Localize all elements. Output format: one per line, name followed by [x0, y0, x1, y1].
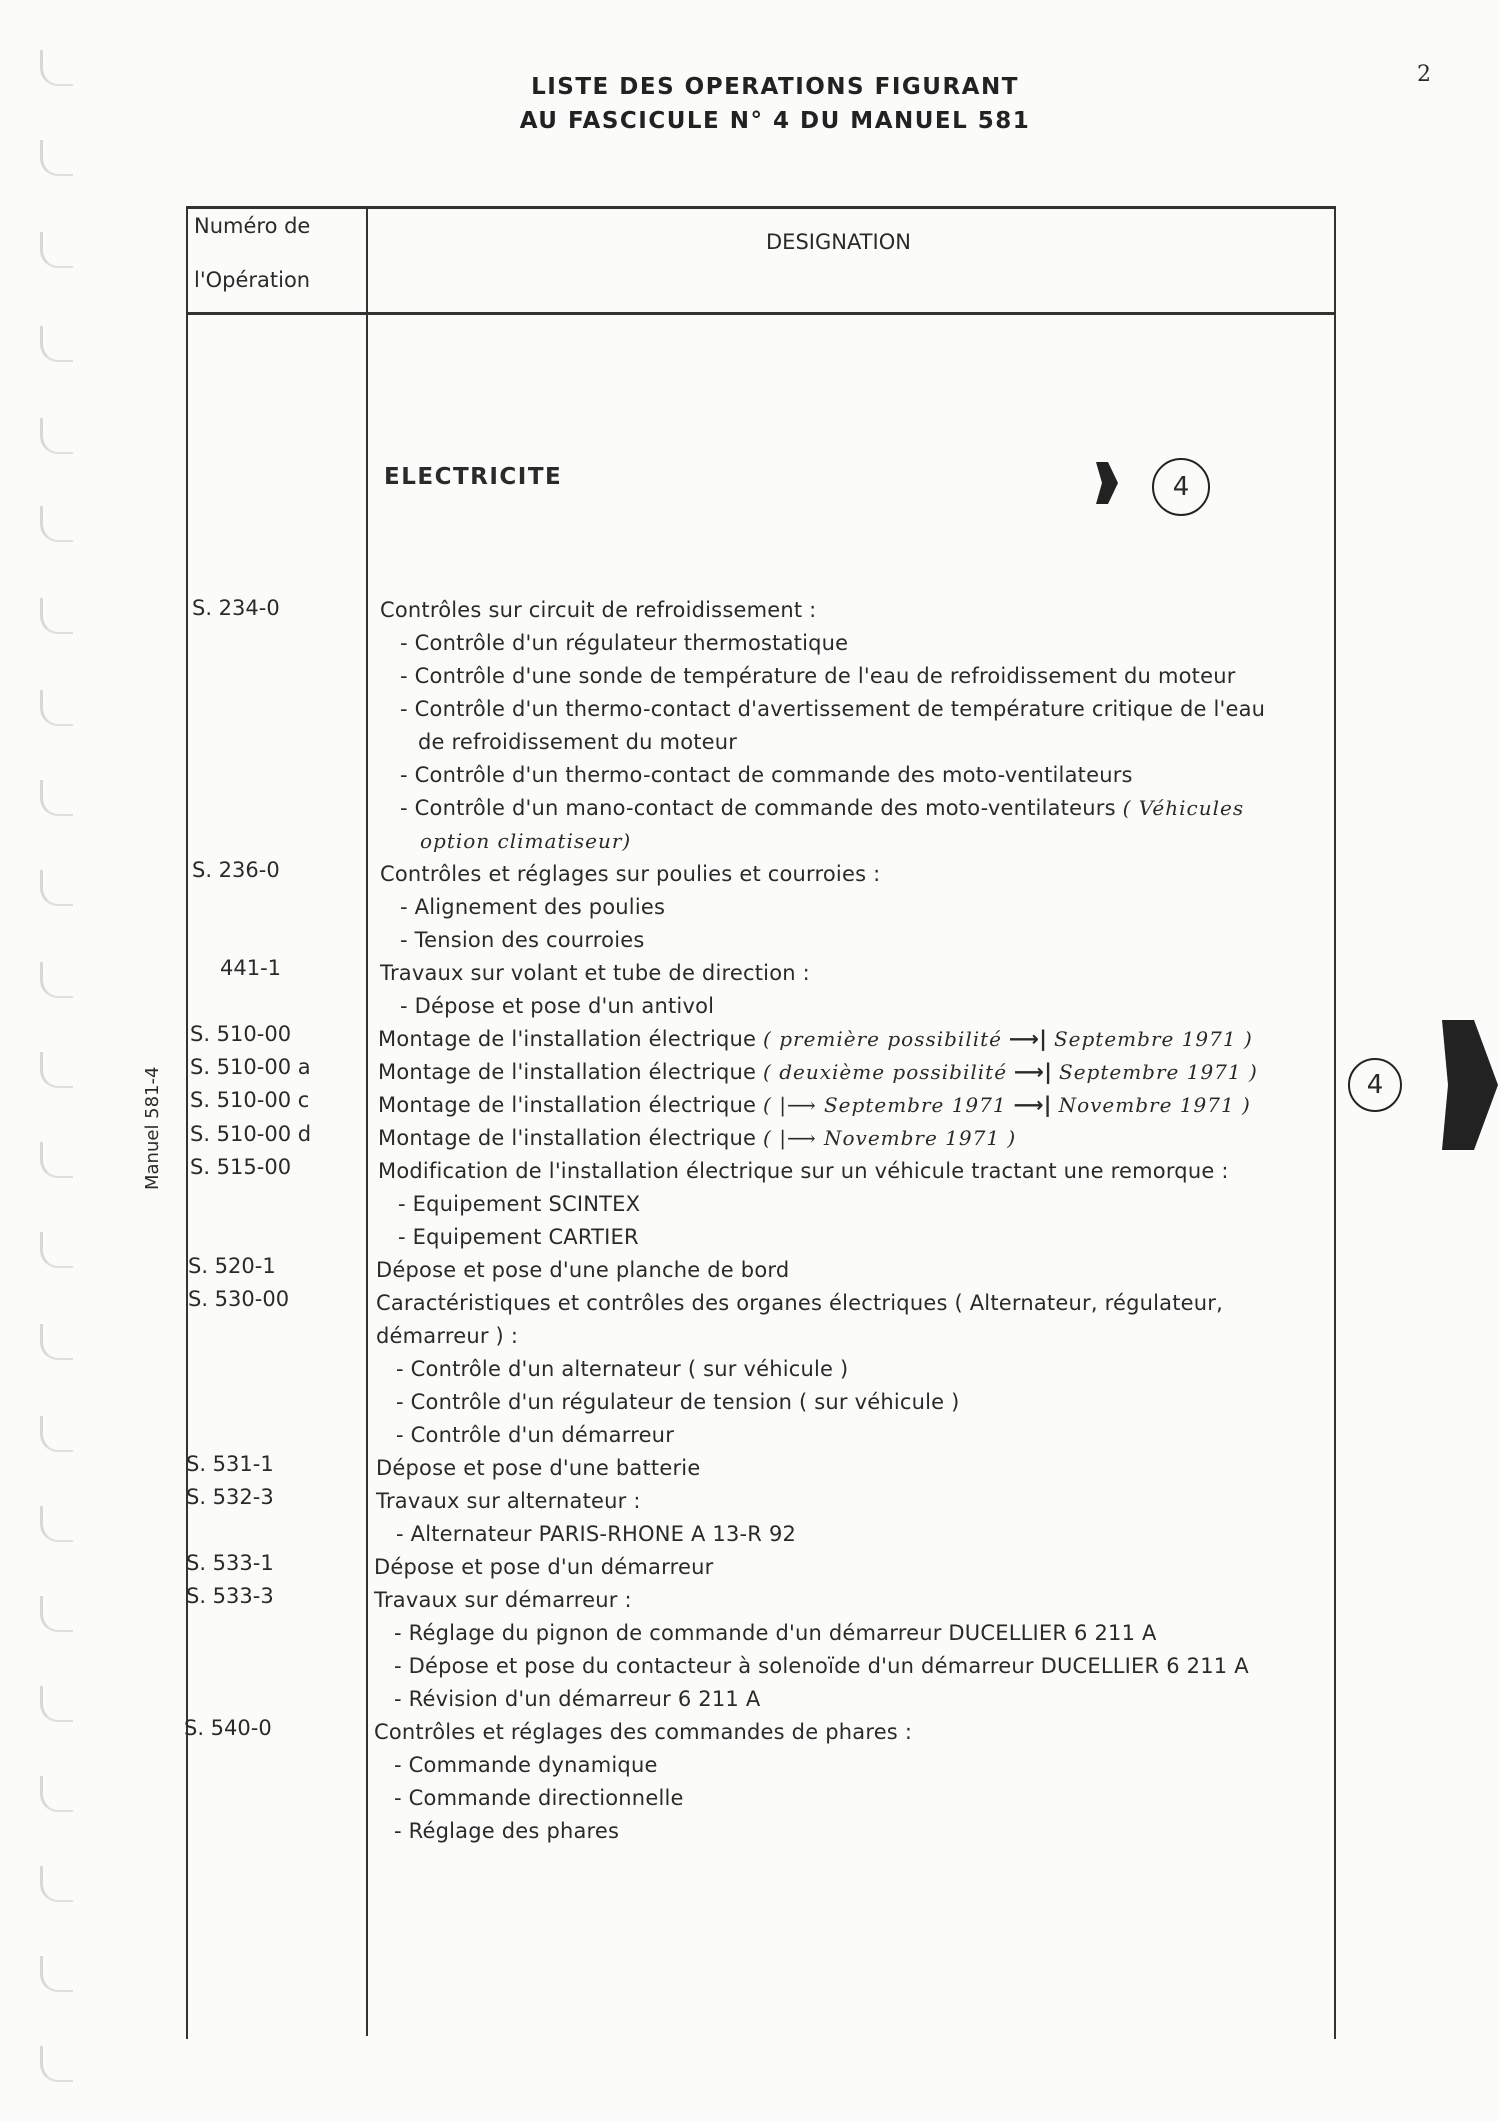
designation-line — [378, 1093, 1251, 1117]
binder-hole — [40, 1324, 73, 1360]
designation-note: Novembre 1971 ) — [1058, 1093, 1251, 1117]
arrow-glyph: ⟶| — [1008, 1027, 1048, 1051]
designation-note: ( |⟶ Septembre 1971 — [763, 1093, 1007, 1117]
designation-line — [400, 796, 1244, 820]
designation-note: ( Véhicules — [1122, 796, 1245, 820]
designation-line: - Commande dynamique — [394, 1753, 658, 1777]
operation-code: S. 533-3 — [186, 1584, 274, 1608]
operation-code: S. 533-1 — [186, 1551, 274, 1575]
binder-hole — [40, 140, 73, 176]
operation-code: S. 510-00 — [190, 1022, 292, 1046]
operation-code: S. 530-00 — [188, 1287, 290, 1311]
designation-line: - Révision d'un démarreur 6 211 A — [394, 1687, 761, 1711]
binder-hole — [40, 1142, 73, 1178]
designation-line — [378, 1027, 1253, 1051]
designation-line: Contrôles et réglages sur poulies et courroies : — [380, 862, 881, 886]
operation-code: S. 234-0 — [192, 596, 280, 620]
designation-line: - Contrôle d'un démarreur — [396, 1423, 675, 1447]
designation-line: - Alignement des poulies — [400, 895, 666, 919]
designation-line: de refroidissement du moteur — [418, 730, 738, 754]
binder-hole — [40, 50, 73, 86]
operation-code: S. 510-00 d — [190, 1122, 312, 1146]
operation-code: 441-1 — [220, 956, 282, 980]
designation-text: Montage de l'installation électrique — [378, 1060, 757, 1084]
designation-line: Caractéristiques et contrôles des organes électriques ( Alternateur, régulateur, — [376, 1291, 1223, 1315]
designation-line: - Dépose et pose du contacteur à solenoïde d'un démarreur DUCELLIER 6 211 A — [394, 1654, 1249, 1678]
designation-note: Septembre 1971 ) — [1053, 1027, 1253, 1051]
designation-line: Contrôles sur circuit de refroidissement : — [380, 598, 817, 622]
header-operation-label: l'Opération — [194, 268, 311, 292]
operation-code: S. 236-0 — [192, 858, 280, 882]
header-divider — [186, 312, 1334, 315]
binder-hole — [40, 690, 73, 726]
designation-line: Travaux sur alternateur : — [376, 1489, 641, 1513]
designation-text: - Contrôle d'un mano-contact de commande des moto-ventilateurs — [400, 796, 1116, 820]
designation-note: option climatiseur) — [420, 829, 632, 853]
side-label: Manuel 581-4 — [142, 1066, 163, 1190]
operation-code: S. 510-00 c — [190, 1088, 310, 1112]
designation-line: Dépose et pose d'un démarreur — [374, 1555, 714, 1579]
designation-line: - Equipement CARTIER — [398, 1225, 639, 1249]
binder-hole — [40, 326, 73, 362]
binder-hole — [40, 1416, 73, 1452]
binder-hole — [40, 1232, 73, 1268]
designation-line: - Contrôle d'un thermo-contact d'avertissement de température critique de l'eau — [400, 697, 1266, 721]
designation-note: Septembre 1971 ) — [1059, 1060, 1258, 1084]
operation-code: S. 531-1 — [186, 1452, 274, 1476]
binder-hole — [40, 1866, 73, 1902]
section-badge: 4 — [1152, 458, 1210, 516]
designation-line: - Contrôle d'un régulateur de tension ( sur véhicule ) — [396, 1390, 960, 1414]
designation-text: Montage de l'installation électrique — [378, 1027, 757, 1051]
binder-hole — [40, 232, 73, 268]
designation-line: - Contrôle d'un alternateur ( sur véhicule ) — [396, 1357, 849, 1381]
binder-hole — [40, 870, 73, 906]
operation-code: S. 532-3 — [186, 1485, 274, 1509]
binder-hole — [40, 598, 73, 634]
designation-line: - Dépose et pose d'un antivol — [400, 994, 715, 1018]
binder-hole — [40, 418, 73, 454]
binder-hole — [40, 1596, 73, 1632]
binder-hole — [40, 962, 73, 998]
designation-line: - Tension des courroies — [400, 928, 645, 952]
document-title-line2: AU FASCICULE N° 4 DU MANUEL 581 — [519, 108, 1031, 134]
designation-line: Dépose et pose d'une planche de bord — [376, 1258, 790, 1282]
designation-line: - Contrôle d'une sonde de température de l'eau de refroidissement du moteur — [400, 664, 1236, 688]
binder-hole — [40, 1956, 73, 1992]
operation-code: S. 510-00 a — [190, 1055, 311, 1079]
designation-note: ( deuxième possibilité — [763, 1060, 1008, 1084]
designation-text: Montage de l'installation électrique — [378, 1093, 757, 1117]
designation-line: - Contrôle d'un régulateur thermostatique — [400, 631, 849, 655]
designation-line: - Réglage du pignon de commande d'un démarreur DUCELLIER 6 211 A — [394, 1621, 1157, 1645]
designation-line: - Réglage des phares — [394, 1819, 620, 1843]
designation-text: Montage de l'installation électrique — [378, 1126, 757, 1150]
designation-note: ( première possibilité — [763, 1027, 1002, 1051]
section-title: ELECTRICITE — [384, 464, 563, 490]
designation-line: - Alternateur PARIS-RHONE A 13-R 92 — [396, 1522, 797, 1546]
tab-arrow-icon — [1434, 1018, 1500, 1152]
arrow-glyph: ⟶| — [1013, 1093, 1052, 1117]
binder-hole — [40, 1686, 73, 1722]
designation-line: démarreur ) : — [376, 1324, 519, 1348]
operation-code: S. 520-1 — [188, 1254, 276, 1278]
designation-line — [378, 1126, 1016, 1150]
header-designation: DESIGNATION — [766, 230, 911, 254]
designation-line: - Equipement SCINTEX — [398, 1192, 641, 1216]
binder-hole — [40, 506, 73, 542]
margin-badge: 4 — [1348, 1058, 1402, 1112]
designation-note: ( |⟶ Novembre 1971 ) — [763, 1126, 1017, 1150]
designation-line: Travaux sur volant et tube de direction : — [380, 961, 810, 985]
arrow-glyph: ⟶| — [1013, 1060, 1053, 1084]
designation-line — [378, 1060, 1258, 1084]
designation-line: Travaux sur démarreur : — [374, 1588, 632, 1612]
column-divider — [366, 206, 368, 2036]
designation-line: Modification de l'installation électrique sur un véhicule tractant une remorque : — [378, 1159, 1229, 1183]
designation-line: Contrôles et réglages des commandes de phares : — [374, 1720, 913, 1744]
binder-hole — [40, 1506, 73, 1542]
designation-line: - Contrôle d'un thermo-contact de commande des moto-ventilateurs — [400, 763, 1133, 787]
binder-hole — [40, 780, 73, 816]
header-operation-number: Numéro de — [194, 214, 311, 238]
designation-line: Dépose et pose d'une batterie — [376, 1456, 701, 1480]
designation-line: - Commande directionnelle — [394, 1786, 684, 1810]
document-title-line1: LISTE DES OPERATIONS FIGURANT — [531, 74, 1019, 100]
binder-hole — [40, 1052, 73, 1088]
binder-hole — [40, 1776, 73, 1812]
page-number: 2 — [1417, 62, 1431, 87]
operation-code: S. 540-0 — [184, 1716, 272, 1740]
pointer-arrow-icon — [1094, 460, 1120, 506]
operation-code: S. 515-00 — [190, 1155, 292, 1179]
binder-hole — [40, 2046, 73, 2082]
